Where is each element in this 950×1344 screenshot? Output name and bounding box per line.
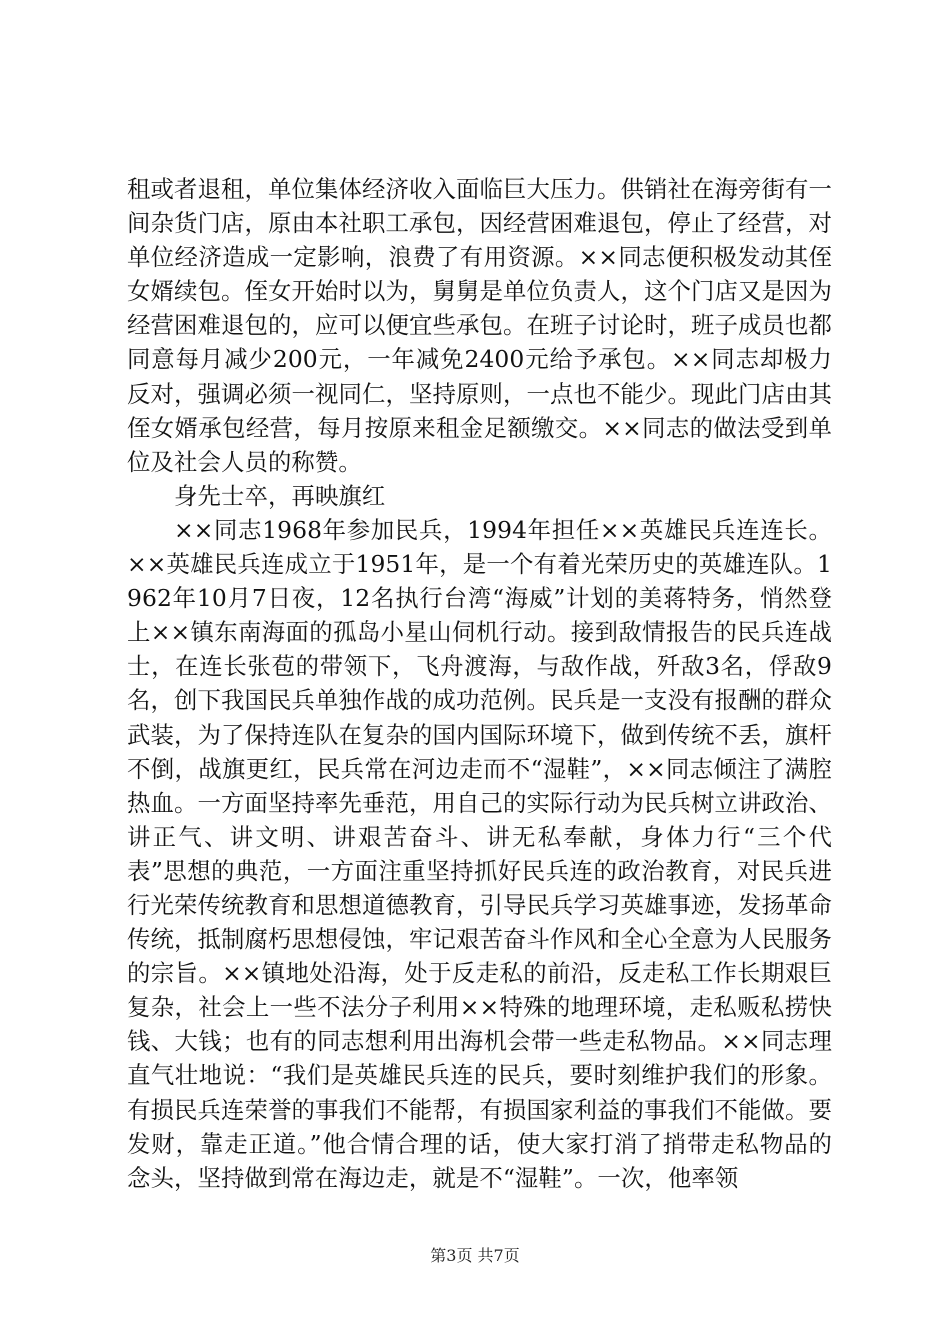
page-number: 第3页 共7页 — [430, 1246, 520, 1265]
document-body — [127, 172, 832, 1195]
paragraph-continuation: 租或者退租，单位集体经济收入面临巨大压力。供销社在海旁街有一间杂货门店，原由本社职工承包，因经营困难退包，停止了经营，对单位经济造成一定影响，浪费了有用资源。××同志便积极发动其侄女婿续包。侄女开始时以为，舅舅是单位负责人，这个门店又是因为经营困难退包的，应可以便宜些承包。在班子讨论时，班子成员也都同意每月减少200元，一年减免2400元给予承包。××同志却极力反对，强调必须一视同仁，坚持原则，一点也不能少。现此门店由其侄女婿承包经营，每月按原来租金足额缴交。××同志的做法受到单位及社会人员的称赞。 — [127, 175, 832, 476]
paragraph-militia: ××同志1968年参加民兵，1994年担任××英雄民兵连连长。××英雄民兵连成立于1951年，是一个有着光荣历史的英雄连队。1962年10月7日夜，12名执行台湾“海威”计划的美蒋特务，悄然登上××镇东南海面的孤岛小星山伺机行动。接到敌情报告的民兵连战士，在连长张苞的带领下，飞舟渡海，与敌作战，歼敌3名，俘敌9名，创下我国民兵单独作战的成功范例。民兵是一支没有报酬的群众武装，为了保持连队在复杂的国内国际环境下，做到传统不丢，旗杆不倒，战旗更红，民兵常在河边走而不“湿鞋”，××同志倾注了满腔热血。一方面坚持率先垂范，用自己的实际行动为民兵树立讲政治、讲正气、讲文明、讲艰苦奋斗、讲无私奉献，身体力行“三个代表”思想的典范，一方面注重坚持抓好民兵连的政治教育，对民兵进行光荣传统教育和思想道德教育，引导民兵学习英雄事迹，发扬革命传统，抵制腐朽思想侵蚀，牢记艰苦奋斗作风和全心全意为人民服务的宗旨。××镇地处沿海，处于反走私的前沿，反走私工作长期艰巨复杂，社会上一些不法分子利用××特殊的地理环境，走私贩私捞快钱、大钱；也有的同志想利用出海机会带一些走私物品。××同志理直气壮地说：“我们是英雄民兵连的民兵，要时刻维护我们的形象。有损民兵连荣誉的事我们不能帮，有损国家利益的事我们不能做。要发财，靠走正道。”他合情合理的话，使大家打消了捎带走私物品的念头，坚持做到常在海边走，就是不“湿鞋”。一次，他率领 — [127, 515, 832, 1192]
page-footer — [0, 1246, 950, 1266]
section-heading: 身先士卒，再映旗红 — [174, 481, 386, 510]
